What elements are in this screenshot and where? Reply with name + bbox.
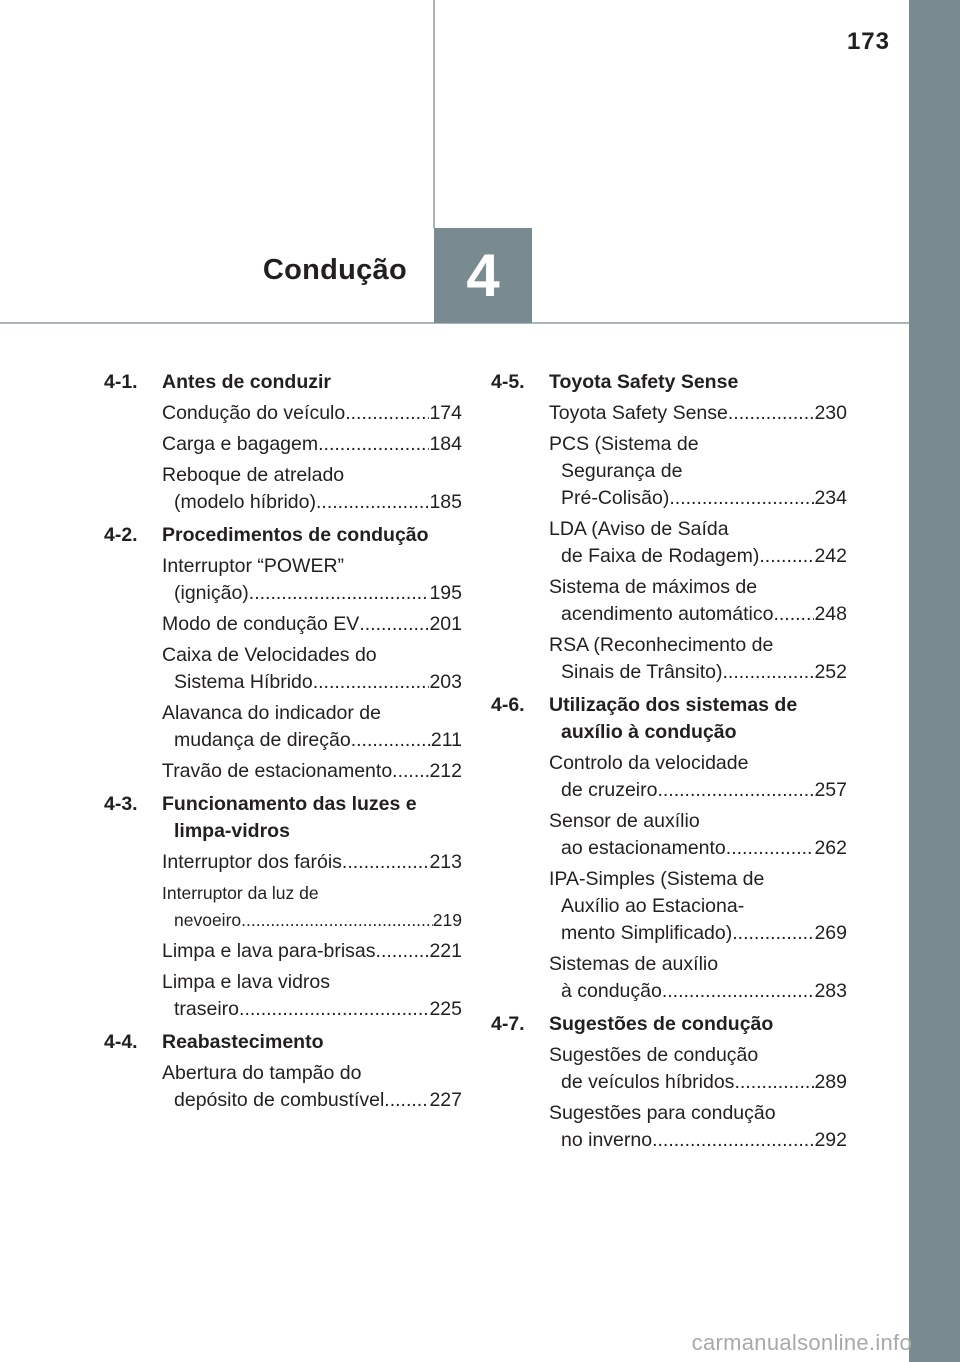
section-number: 4-6. — [491, 694, 525, 716]
toc-entry-line — [549, 431, 847, 458]
toc-entry-line — [162, 400, 462, 427]
entry-text: IPA-Simples (Sistema de — [549, 868, 765, 890]
toc-entry[interactable] — [162, 431, 462, 458]
toc-entry-line — [549, 978, 847, 1005]
toc-entry[interactable] — [549, 750, 847, 804]
toc-entry-line — [162, 462, 462, 489]
entry-text: Controlo da velocidade — [549, 752, 749, 774]
section-title: Procedimentos de condução — [162, 524, 429, 546]
section-heading — [104, 791, 462, 845]
toc-entry-line — [549, 920, 847, 947]
section-heading — [104, 1029, 462, 1056]
section-title: Funcionamento das luzes e limpa-vidros — [162, 793, 417, 842]
entry-text: Sistemas de auxílio — [549, 953, 719, 975]
dot-leader — [669, 485, 814, 512]
toc-entry-line — [549, 777, 847, 804]
dot-leader — [351, 727, 431, 754]
toc-entry-line — [549, 866, 847, 893]
entry-text: Segurança de — [561, 460, 683, 482]
entry-text: Carga e bagagem — [162, 433, 319, 455]
entry-text: Sinais de Trânsito) — [561, 661, 723, 683]
toc-entry[interactable] — [549, 431, 847, 512]
dot-leader — [652, 1127, 814, 1154]
page-ref: 252 — [814, 661, 847, 683]
entry-text: Alavanca do indicador de — [162, 702, 381, 724]
toc-entry-line — [162, 642, 462, 669]
entry-text: LDA (Aviso de Saída — [549, 518, 729, 540]
toc-entry-line — [549, 750, 847, 777]
toc-entry-line — [162, 969, 462, 996]
toc-entry-line — [162, 1087, 462, 1114]
entry-text: depósito de combustível — [174, 1089, 385, 1111]
entry-text: ao estacionamento — [561, 837, 726, 859]
toc-entry-line — [162, 938, 462, 965]
toc-section — [104, 369, 462, 516]
entry-text: Interruptor “POWER” — [162, 555, 345, 577]
toc-right-column — [491, 369, 847, 1160]
section-number: 4-5. — [491, 371, 525, 393]
page-ref: 219 — [432, 910, 462, 930]
entry-text: Modo de condução EV — [162, 613, 360, 635]
toc-entry-line — [162, 758, 462, 785]
entry-text: mento Simplificado) — [561, 922, 733, 944]
toc-left-column — [104, 369, 462, 1120]
entry-text: Reboque de atrelado — [162, 464, 345, 486]
page-ref: 234 — [814, 487, 847, 509]
page-ref: 213 — [429, 851, 462, 873]
page-ref: 185 — [429, 491, 462, 513]
toc-section — [491, 1011, 847, 1154]
toc-entry-line — [162, 431, 462, 458]
toc-entry[interactable] — [549, 516, 847, 570]
dot-leader — [759, 543, 814, 570]
entry-text: RSA (Reconhecimento de — [549, 634, 774, 656]
chapter-title: Condução — [262, 254, 407, 286]
toc-entry[interactable] — [549, 400, 847, 427]
dot-leader — [239, 996, 429, 1023]
toc-entry-line — [549, 1069, 847, 1096]
dot-leader — [732, 920, 814, 947]
dot-leader — [345, 400, 429, 427]
toc-entry[interactable] — [162, 400, 462, 427]
toc-entry[interactable] — [549, 951, 847, 1005]
toc-entry[interactable] — [162, 758, 462, 785]
toc-entry[interactable] — [549, 574, 847, 628]
entry-text: nevoeiro — [174, 910, 242, 930]
dot-leader — [313, 669, 430, 696]
page-ref: 292 — [814, 1129, 847, 1151]
page-ref: 269 — [814, 922, 847, 944]
toc-entry-line — [549, 601, 847, 628]
toc-entry-line — [549, 1100, 847, 1127]
toc-section — [491, 369, 847, 686]
toc-entry-line — [549, 516, 847, 543]
section-title: Toyota Safety Sense — [549, 371, 739, 393]
toc-entry-line — [162, 489, 462, 516]
chapter-number-box: 4 — [434, 228, 532, 323]
dot-leader — [359, 611, 429, 638]
page-number: 173 — [846, 28, 890, 55]
toc-section — [491, 692, 847, 1005]
toc-entry-line — [549, 574, 847, 601]
dot-leader — [384, 1087, 429, 1114]
toc-entry-line — [549, 808, 847, 835]
section-number: 4-3. — [104, 793, 138, 815]
toc-entry-line — [549, 485, 847, 512]
page-ref: 230 — [814, 402, 847, 424]
toc-entry-line — [162, 996, 462, 1023]
entry-text: (modelo híbrido) — [174, 491, 316, 513]
toc-entry-line — [162, 669, 462, 696]
page-ref: 242 — [814, 545, 847, 567]
section-title: Antes de conduzir — [162, 371, 332, 393]
toc-entry-line — [549, 951, 847, 978]
page-ref: 283 — [814, 980, 847, 1002]
page-ref: 203 — [429, 671, 462, 693]
page-ref: 262 — [814, 837, 847, 859]
section-title: Reabastecimento — [162, 1031, 324, 1053]
dot-leader — [318, 431, 429, 458]
entry-text: Interruptor dos faróis — [162, 851, 342, 873]
section-heading — [491, 369, 847, 396]
toc-entry[interactable] — [162, 611, 462, 638]
toc-entry[interactable] — [162, 938, 462, 965]
entry-text: acendimento automático — [561, 603, 774, 625]
toc-entry[interactable] — [549, 1100, 847, 1154]
toc-entry-line — [549, 835, 847, 862]
toc-entry[interactable] — [162, 849, 462, 876]
toc-entry[interactable] — [549, 866, 847, 947]
entry-text: Limpa e lava vidros — [162, 971, 330, 993]
entry-text: Condução do veículo — [162, 402, 346, 424]
watermark: carmanualsonline.info — [691, 1330, 912, 1355]
toc-section — [104, 522, 462, 785]
toc-entry[interactable] — [162, 880, 462, 934]
toc-entry-line — [162, 1060, 462, 1087]
toc-entry-line — [549, 1127, 847, 1154]
toc-section — [104, 1029, 462, 1114]
section-number: 4-2. — [104, 524, 138, 546]
page-ref: 174 — [429, 402, 462, 424]
toc-entry-line — [162, 727, 462, 754]
toc-entry[interactable] — [162, 553, 462, 607]
toc-entry[interactable] — [162, 462, 462, 516]
dot-leader — [316, 489, 429, 516]
section-number: 4-1. — [104, 371, 138, 393]
entry-text: Sugestões de condução — [549, 1044, 759, 1066]
dot-leader — [728, 400, 815, 427]
toc-entry[interactable] — [162, 969, 462, 1023]
dot-leader — [376, 938, 430, 965]
toc-entry-line — [549, 632, 847, 659]
page-ref: 289 — [814, 1071, 847, 1093]
page-ref: 201 — [429, 613, 462, 635]
dot-leader — [249, 580, 430, 607]
toc-entry-line — [549, 1042, 847, 1069]
entry-text: Travão de estacionamento — [162, 760, 393, 782]
section-heading — [104, 522, 462, 549]
entry-text: mudança de direção — [174, 729, 351, 751]
toc-entry-line — [162, 580, 462, 607]
section-heading — [491, 692, 847, 746]
section-number: 4-4. — [104, 1031, 138, 1053]
entry-text: (ignição) — [174, 582, 249, 604]
entry-text: PCS (Sistema de — [549, 433, 699, 455]
entry-text: de cruzeiro — [561, 779, 658, 801]
dot-leader — [726, 835, 815, 862]
dot-leader — [734, 1069, 814, 1096]
entry-text: Caixa de Velocidades do — [162, 644, 377, 666]
dot-leader — [392, 758, 429, 785]
toc-entry[interactable] — [549, 808, 847, 862]
page-ref: 227 — [429, 1089, 462, 1111]
entry-text: Toyota Safety Sense — [549, 402, 728, 424]
entry-text: Abertura do tampão do — [162, 1062, 362, 1084]
section-title: Utilização dos sistemas de auxílio à condução — [549, 694, 798, 743]
toc-entry-line — [162, 700, 462, 727]
dot-leader — [662, 978, 815, 1005]
toc-entry[interactable] — [162, 1060, 462, 1114]
entry-text: Limpa e lava para-brisas — [162, 940, 376, 962]
section-title: Sugestões de condução — [549, 1013, 774, 1035]
page-ref: 221 — [429, 940, 462, 962]
section-number: 4-7. — [491, 1013, 525, 1035]
dot-leader — [342, 849, 430, 876]
dot-leader — [241, 907, 433, 934]
page-ref: 184 — [429, 433, 462, 455]
toc-entry-line — [549, 458, 847, 485]
toc-entry-line — [162, 611, 462, 638]
chapter-tab-bar — [909, 0, 960, 1362]
toc-entry-line — [162, 849, 462, 876]
toc-entry[interactable] — [162, 642, 462, 696]
toc-entry[interactable] — [549, 632, 847, 686]
toc-entry-line — [549, 659, 847, 686]
toc-entry-line — [162, 907, 462, 934]
entry-text: de Faixa de Rodagem) — [561, 545, 760, 567]
entry-text: traseiro — [174, 998, 240, 1020]
toc-entry-line — [549, 543, 847, 570]
page-ref: 257 — [814, 779, 847, 801]
page-ref: 225 — [429, 998, 462, 1020]
entry-text: Sugestões para condução — [549, 1102, 776, 1124]
section-heading — [104, 369, 462, 396]
toc-entry[interactable] — [549, 1042, 847, 1096]
entry-text: Sistema de máximos de — [549, 576, 758, 598]
toc-section — [104, 791, 462, 1023]
entry-text: à condução — [561, 980, 662, 1002]
page-ref: 212 — [429, 760, 462, 782]
dot-leader — [723, 659, 815, 686]
page-ref: 248 — [814, 603, 847, 625]
toc-entry-line — [549, 400, 847, 427]
section-heading — [491, 1011, 847, 1038]
entry-text: Auxílio ao Estaciona- — [561, 895, 745, 917]
entry-text: Pré-Colisão) — [561, 487, 670, 509]
dot-leader — [657, 777, 814, 804]
toc-entry-line — [162, 880, 462, 907]
toc-entry-line — [162, 553, 462, 580]
header-vertical-rule — [433, 0, 435, 228]
entry-text: Interruptor da luz de — [162, 883, 319, 903]
entry-text: Sensor de auxílio — [549, 810, 700, 832]
toc-entry-line — [549, 893, 847, 920]
entry-text: no inverno — [561, 1129, 653, 1151]
page-ref: 195 — [429, 582, 462, 604]
entry-text: de veículos híbridos — [561, 1071, 735, 1093]
toc-entry[interactable] — [162, 700, 462, 754]
dot-leader — [773, 601, 814, 628]
page-ref: 211 — [430, 729, 462, 751]
entry-text: Sistema Híbrido — [174, 671, 313, 693]
